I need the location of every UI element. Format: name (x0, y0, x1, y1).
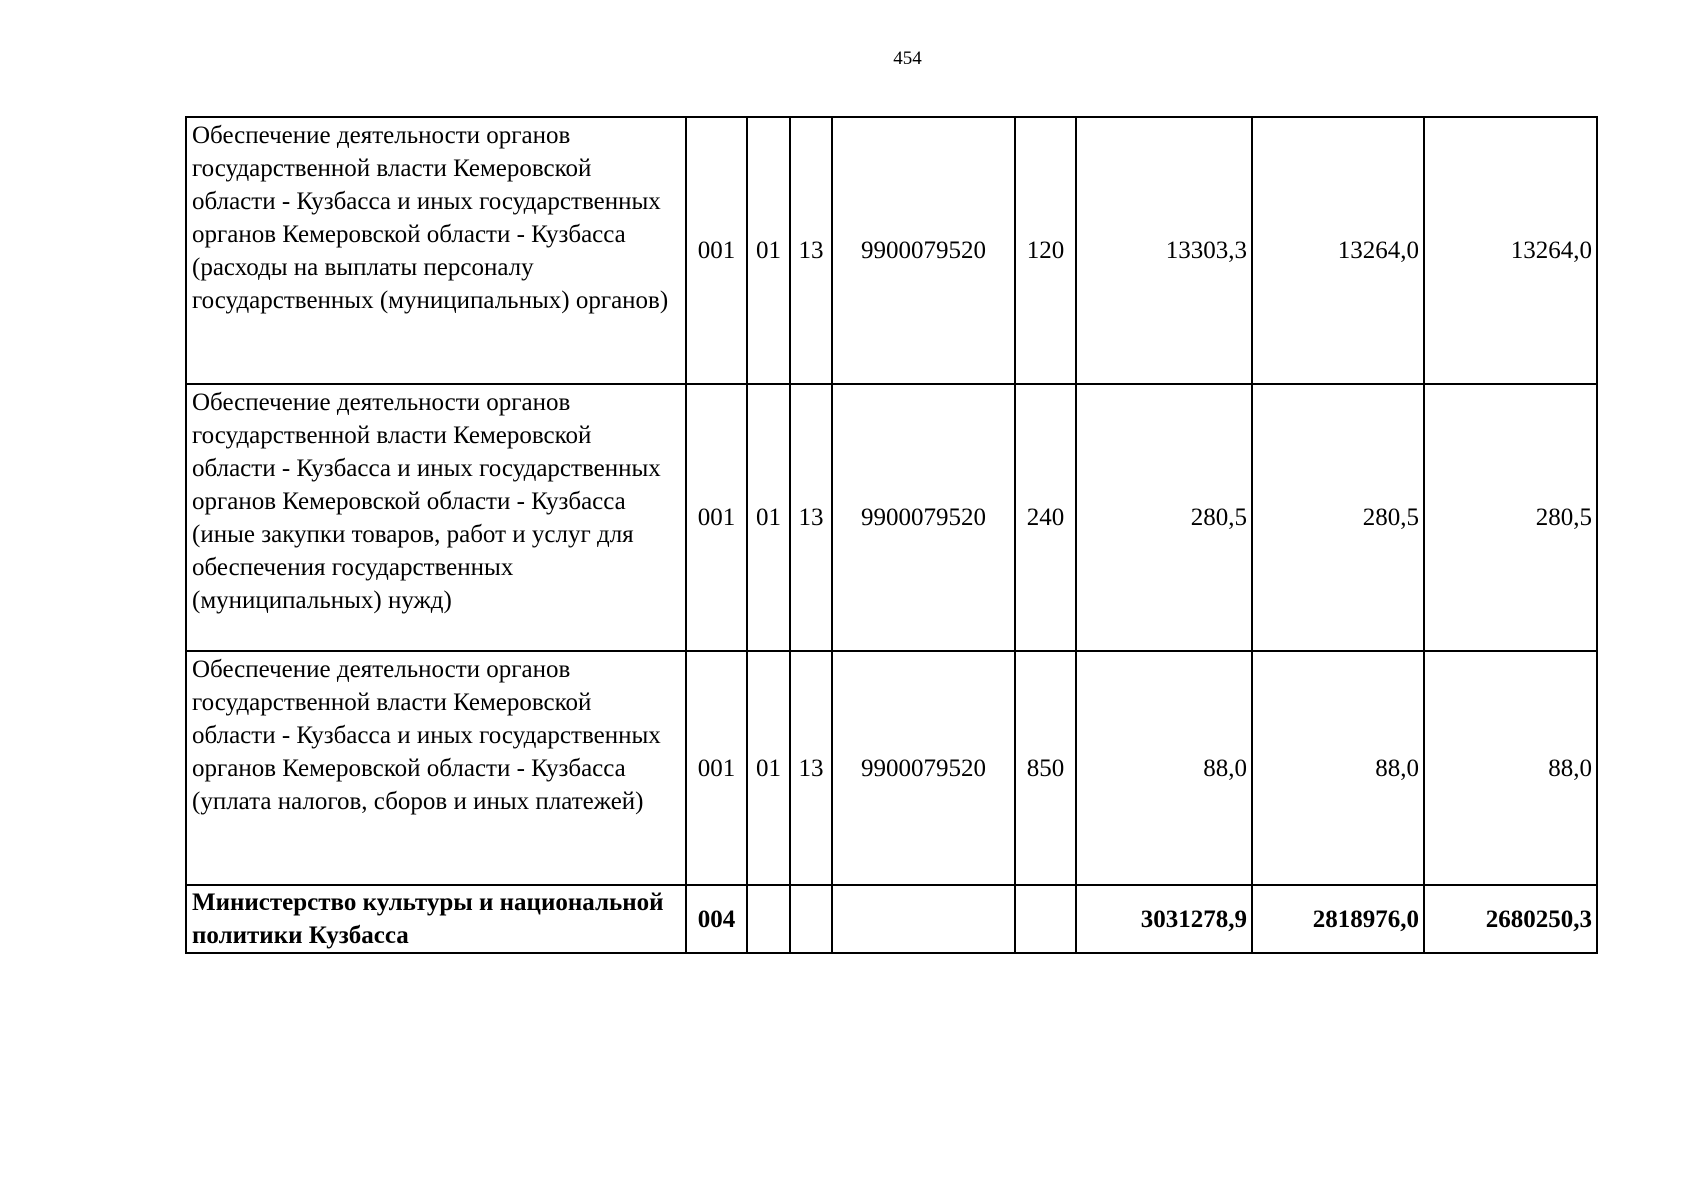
amount-2: 88,0 (1252, 651, 1424, 885)
amount-1: 13303,3 (1076, 117, 1252, 384)
row-name: Министерство культуры и национальной политики Кузбасса (186, 885, 686, 953)
subsection-code: 13 (790, 384, 832, 651)
row-name: Обеспечение деятельности органов государственной власти Кемеровской области - Кузбасса и иных государственных органов Кемеровской области - Кузбасса (расходы на выплаты персоналу государственных (муниципальных) органов) (186, 117, 686, 384)
budget-table (185, 116, 1598, 954)
amount-2: 2818976,0 (1252, 885, 1424, 953)
amount-2: 280,5 (1252, 384, 1424, 651)
amount-3: 88,0 (1424, 651, 1597, 885)
section-code: 01 (747, 117, 790, 384)
amount-3: 2680250,3 (1424, 885, 1597, 953)
target-code: 9900079520 (832, 384, 1015, 651)
row-name: Обеспечение деятельности органов государственной власти Кемеровской области - Кузбасса и иных государственных органов Кемеровской области - Кузбасса (иные закупки товаров, работ и услуг для обеспечения государственных (муниципальных) нужд) (186, 384, 686, 651)
row-name: Обеспечение деятельности органов государственной власти Кемеровской области - Кузбасса и иных государственных органов Кемеровской области - Кузбасса (уплата налогов, сборов и иных платежей) (186, 651, 686, 885)
amount-2: 13264,0 (1252, 117, 1424, 384)
target-code: 9900079520 (832, 117, 1015, 384)
expense-type-code: 120 (1015, 117, 1076, 384)
ministry-code: 001 (686, 117, 747, 384)
amount-1: 280,5 (1076, 384, 1252, 651)
subsection-code (790, 885, 832, 953)
section-code: 01 (747, 651, 790, 885)
expense-type-code: 850 (1015, 651, 1076, 885)
amount-1: 3031278,9 (1076, 885, 1252, 953)
target-code: 9900079520 (832, 651, 1015, 885)
section-code: 01 (747, 384, 790, 651)
amount-1: 88,0 (1076, 651, 1252, 885)
subsection-code: 13 (790, 651, 832, 885)
table-row (186, 117, 1597, 384)
table-row (186, 384, 1597, 651)
section-code (747, 885, 790, 953)
target-code (832, 885, 1015, 953)
page-number: 454 (893, 48, 922, 69)
ministry-code: 001 (686, 384, 747, 651)
table-row-total (186, 885, 1597, 953)
ministry-code: 004 (686, 885, 747, 953)
expense-type-code (1015, 885, 1076, 953)
ministry-code: 001 (686, 651, 747, 885)
subsection-code: 13 (790, 117, 832, 384)
expense-type-code: 240 (1015, 384, 1076, 651)
table-row (186, 651, 1597, 885)
amount-3: 280,5 (1424, 384, 1597, 651)
amount-3: 13264,0 (1424, 117, 1597, 384)
